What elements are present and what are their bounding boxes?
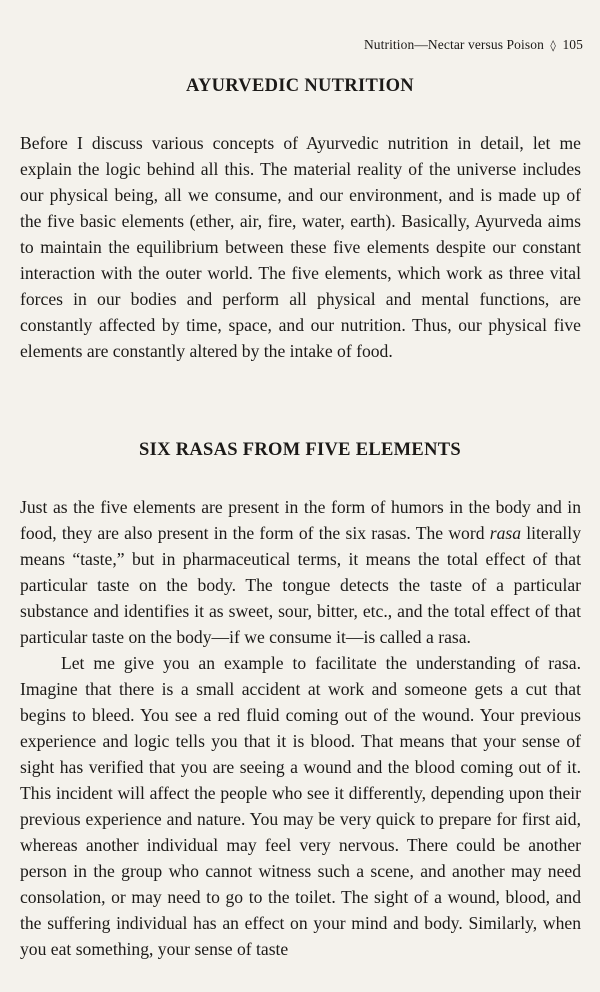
- running-head-title: Nutrition—Nectar versus Poison: [363, 37, 544, 52]
- running-head: [364, 37, 583, 53]
- paragraph: Before I discuss various concepts of Ayurvedic nutrition in detail, let me explain the logic behind all this. The material reality of the universe includes our physical being, all we consume, and our environment, and is made up of the five basic elements (ether, air, fire, water, earth). Basically, Ayurveda aims to maintain the equilibrium between these five elements despite our constant interaction with the outer world. The five elements, which work as three vital forces in our bodies and perform all physical and mental functions, are constantly affected by time, space, and our nutrition. Thus, our physical five elements are constantly altered by the intake of food.: [20, 133, 581, 361]
- italic-term-rasa: rasa: [489, 523, 522, 543]
- section2-body: [20, 494, 581, 962]
- paragraph-text: literally means “taste,” but in pharmaceutical terms, it means the total effect of that particular taste on the body. The tongue detects the taste of a particular substance and identifies it as sweet, sour, bitter, etc., and the total effect of that particular taste on the body—if we consume it—is called a rasa.: [20, 523, 581, 647]
- diamond-icon: ◊: [550, 39, 556, 52]
- section1-body: [20, 130, 581, 364]
- section-heading-ayurvedic-nutrition: AYURVEDIC NUTRITION: [186, 76, 414, 96]
- paragraph: Let me give you an example to facilitate the understanding of rasa. Imagine that there is a small accident at work and someone gets a cut that begins to bleed. You see a red fluid coming out of the wound. Your previous experience and logic tells you that it is blood. That means that your sense of sight has verified that you are seeing a wound and the blood coming out of it. This incident will affect the people who see it differently, depending upon their previous experience and nature. You may be very quick to prepare for first aid, whereas another individual may feel very nervous. There could be another person in the group who cannot witness such a scene, and another may need consolation, or may need to go to the toilet. The sight of a wound, blood, and the suffering individual has an effect on your mind and body. Similarly, when you eat something, your sense of taste: [20, 653, 581, 959]
- paragraph: [20, 494, 581, 650]
- paragraph-text: Just as the five elements are present in the form of humors in the body and in food, they are also present in the form of the six rasas. The word: [20, 497, 581, 543]
- page-number: 105: [562, 37, 583, 52]
- section-heading-six-rasas: SIX RASAS FROM FIVE ELEMENTS: [139, 440, 461, 460]
